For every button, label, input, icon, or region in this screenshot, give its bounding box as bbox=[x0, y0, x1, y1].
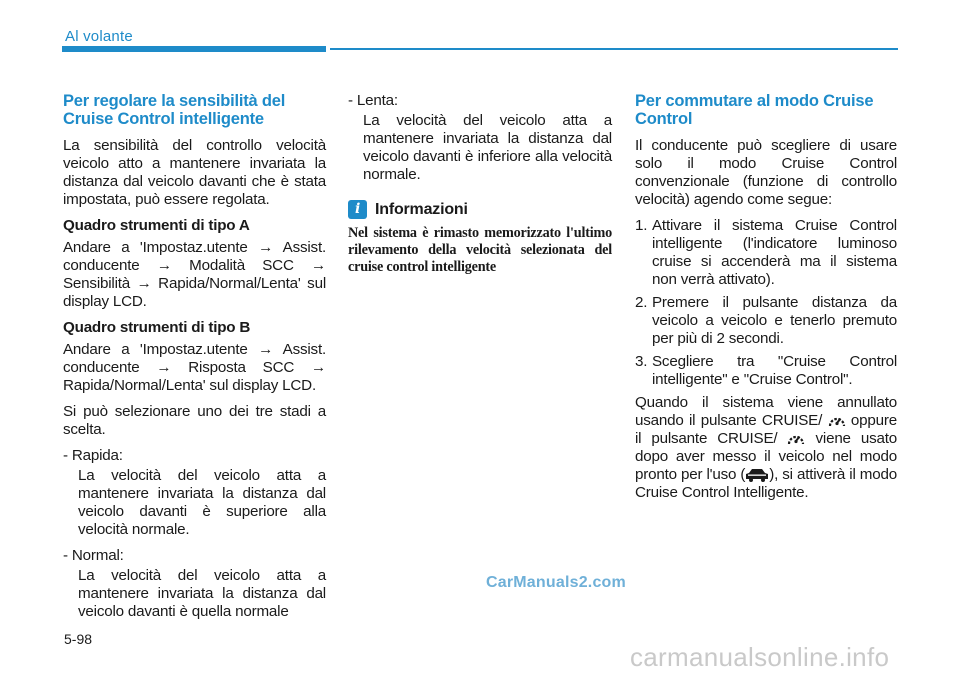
info-text: Nel sistema è rimasto memorizzato l'ultimo rilevamento della velocità selezionata del cruise control intelligente bbox=[348, 225, 612, 275]
info-header bbox=[348, 200, 612, 219]
column-right bbox=[635, 92, 897, 510]
list-item-number: 2. bbox=[635, 294, 648, 311]
list-item-number: 3. bbox=[635, 353, 648, 370]
info-icon: i bbox=[348, 200, 367, 219]
footer-watermark: carmanualsonline.info bbox=[630, 642, 890, 672]
heading-switch-mode: Per commutare al modo Cruise Control bbox=[635, 92, 874, 128]
header-rule-thin bbox=[330, 48, 898, 50]
closing-text-1: Quando il sistema viene annullato usando il pulsante CRUISE/ bbox=[635, 394, 897, 429]
list-item bbox=[635, 353, 897, 389]
list-item-number: 1. bbox=[635, 217, 648, 234]
list-item bbox=[635, 217, 897, 289]
text-normal: La velocità del veicolo atta a mantenere invariata la distanza dal veicolo davanti è quella normale bbox=[78, 567, 326, 620]
page-number: 5-98 bbox=[64, 631, 93, 647]
list-item-text: Scegliere tra "Cruise Control intelligente" e "Cruise Control". bbox=[652, 353, 897, 388]
list-item-text: Premere il pulsante distanza da veicolo a veicolo e tenerlo premuto per più di 2 secondi. bbox=[652, 294, 897, 347]
list-item-text: Attivare il sistema Cruise Control intelligente (l'indicatore luminoso cruise si accenderà ma il sistema non verrà attivato). bbox=[652, 217, 897, 288]
ready-car-icon bbox=[745, 468, 769, 482]
paragraph-closing bbox=[635, 394, 897, 502]
text-rapida: La velocità del veicolo atta a mantenere invariata la distanza dal veicolo davanti è superiore alla velocità normale. bbox=[78, 467, 326, 538]
column-middle bbox=[348, 92, 612, 276]
label-lenta: - Lenta: bbox=[348, 92, 398, 109]
paragraph-intro: La sensibilità del controllo velocità veicolo atto a mantenere invariata la distanza dal veicolo davanti che è stata impostata, può essere regolata. bbox=[63, 137, 326, 208]
paragraph-path-a: Andare a 'Impostaz.utente → Assist. conducente → Modalità SCC → Sensibilità → Rapida/Normal/Lenta' sul display LCD. bbox=[63, 239, 326, 310]
watermark-link[interactable]: CarManuals2.com bbox=[486, 574, 626, 591]
cruise-speedometer-icon bbox=[828, 413, 846, 429]
label-normal: - Normal: bbox=[63, 547, 124, 564]
closing-text-3: viene usato dopo aver messo il veicolo nel modo pronto per l'uso ( bbox=[635, 430, 897, 483]
cruise-speedometer-icon bbox=[787, 431, 805, 447]
info-title: Informazioni bbox=[375, 200, 468, 218]
section-title: Al volante bbox=[65, 28, 133, 45]
label-rapida: - Rapida: bbox=[63, 447, 123, 464]
closing-text-2: oppure il pulsante CRUISE/ bbox=[635, 412, 898, 447]
paragraph-choose: Si può selezionare uno dei tre stadi a scelta. bbox=[63, 403, 326, 438]
paragraph-intro-switch: Il conducente può scegliere di usare solo il modo Cruise Control convenzionale (funzione di controllo velocità) agendo come segue: bbox=[635, 137, 897, 208]
list-item bbox=[635, 294, 897, 348]
header-rule-thick bbox=[62, 46, 326, 52]
text-lenta: La velocità del veicolo atta a mantenere invariata la distanza dal veicolo davanti è inferiore alla velocità normale. bbox=[363, 112, 612, 183]
subheading-type-a: Quadro strumenti di tipo A bbox=[63, 217, 250, 234]
paragraph-path-b: Andare a 'Impostaz.utente → Assist. conducente → Risposta SCC → Rapida/Normal/Lenta' sul display LCD. bbox=[63, 341, 326, 394]
subheading-type-b: Quadro strumenti di tipo B bbox=[63, 319, 251, 336]
closing-text-4: ), si attiverà il modo Cruise Control Intelligente. bbox=[635, 466, 897, 501]
column-left bbox=[63, 92, 326, 629]
heading-sensitivity: Per regolare la sensibilità del Cruise Control intelligente bbox=[63, 92, 286, 128]
